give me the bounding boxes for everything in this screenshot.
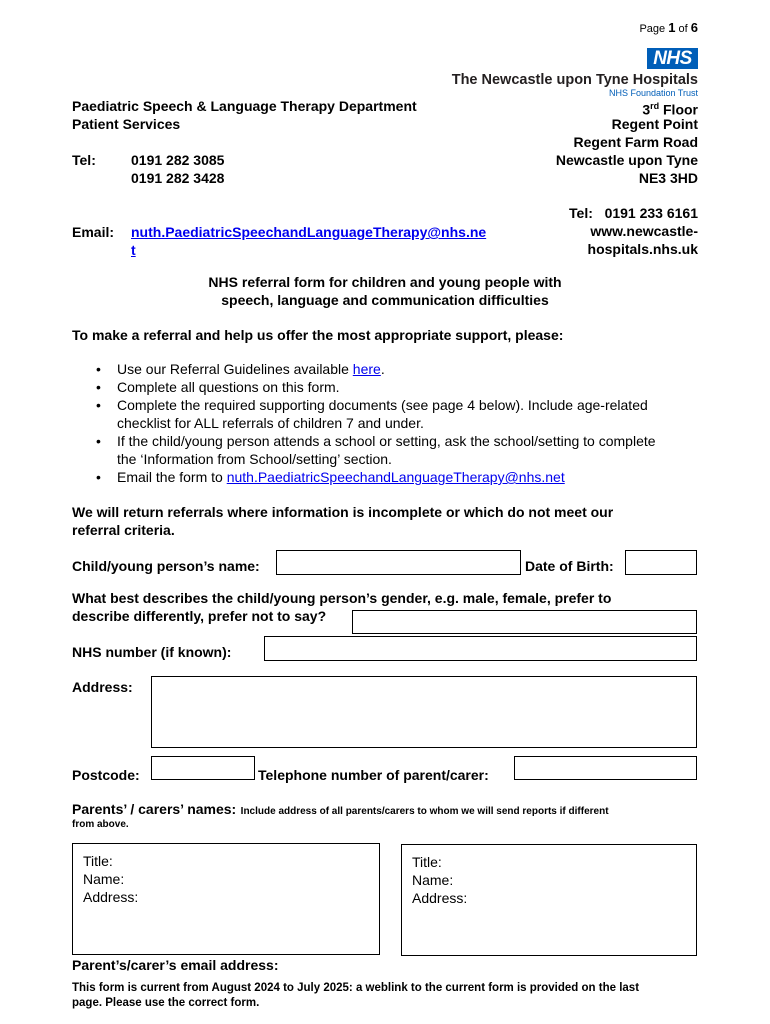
parent-2-name-label: Name: [412,872,454,888]
bullet-school-l2: the ‘Information from School/setting’ section. [117,451,392,467]
return-note-l2: referral criteria. [72,522,175,538]
bullet-guidelines [117,360,707,378]
parent-2-address-label: Address: [412,890,468,906]
bullet-glyph: • [96,469,101,485]
page-of: of [678,23,688,35]
bullet-guidelines-end: . [380,361,385,377]
address-line-5: NE3 3HD [638,170,698,186]
bullet-glyph: • [96,433,101,449]
address-label: Address: [72,679,133,695]
nhs-logo [647,48,698,69]
bullet-glyph: • [96,397,101,413]
parent-2-title-label: Title: [412,854,442,870]
postcode-label: Postcode: [72,767,140,783]
nhs-logo-text: NHS [653,48,692,69]
nhs-number-input[interactable] [264,636,697,661]
parents-note-l2: from above. [72,819,129,830]
child-name-input[interactable] [276,550,521,575]
address-tel: Tel: 0191 233 6161 [569,205,698,221]
email-label: Email: [72,224,115,240]
bullet-school-l1: If the child/young person attends a school or setting, ask the school/setting to complete [117,433,656,449]
dob-label: Date of Birth: [525,558,614,574]
return-note-l1: We will return referrals where information is incomplete or which do not meet our [72,504,614,520]
page-current: 1 [668,20,676,35]
parent-2-box[interactable] [401,844,697,956]
floor-number: 3 [642,101,651,118]
trust-name: The Newcastle upon Tyne Hospitals [451,72,698,88]
department-sub: Patient Services [72,116,181,132]
address-line-3: Regent Farm Road [573,134,698,150]
parent-1-box[interactable] [72,843,380,955]
bullet-glyph: • [96,361,101,377]
address-line-2: Regent Point [611,116,698,132]
form-title-line-1: NHS referral form for children and young people with [208,274,562,290]
bullet-complete-questions: Complete all questions on this form. [117,379,340,395]
page-prefix: Page [639,23,666,35]
department-name: Paediatric Speech & Language Therapy Department [72,98,417,114]
form-title-line-2: speech, language and communication difficulties [221,292,549,308]
bullet-guidelines-text: Use our Referral Guidelines available [117,361,353,377]
dob-input[interactable] [625,550,697,575]
parents-note: Include address of all parents/carers to whom we will send reports if different [240,806,609,817]
tel-number-2: 0191 282 3428 [131,170,225,186]
trust-foundation: NHS Foundation Trust [608,88,698,98]
bullet-email-form [117,468,707,486]
department-email-link-cont[interactable]: t [131,242,136,258]
tel-label: Tel: [72,152,96,168]
tel-number-1: 0191 282 3085 [131,152,225,168]
bullet-supporting-docs-l2: checklist for ALL referrals of children 7 and under. [117,415,424,431]
parents-label-line [72,801,712,820]
intro-text: To make a referral and help us offer the most appropriate support, please: [72,327,564,343]
website-line-1: www.newcastle- [590,223,698,239]
parent-1-name-label: Name: [83,871,125,887]
bullet-glyph: • [96,379,101,395]
gender-input[interactable] [352,610,697,634]
bullet-email-text: Email the form to [117,469,227,485]
page-number [639,20,698,35]
department-email-link[interactable]: nuth.PaediatricSpeechandLanguageTherapy@nhs.ne [131,224,487,240]
gender-question-l1: What best describes the child/young person’s gender, e.g. male, female, prefer to [72,590,612,606]
child-name-label: Child/young person’s name: [72,558,260,574]
parents-label: Parents’ / carers’ names: [72,801,237,817]
page-total: 6 [690,20,698,35]
website-line-2: hospitals.nhs.uk [587,241,698,257]
floor-word: Floor [663,101,698,118]
bullet-supporting-docs-l1: Complete the required supporting documents (see page 4 below). Include age-related [117,397,648,413]
parent-1-title-label: Title: [83,853,113,869]
guidelines-here-link[interactable]: here [352,361,381,377]
gender-question-l2: describe differently, prefer not to say? [72,608,327,624]
footer-note-l2: page. Please use the correct form. [72,997,260,1009]
address-line-4: Newcastle upon Tyne [555,152,698,168]
parent-phone-input[interactable] [514,756,697,780]
floor-suffix: rd [650,101,660,111]
parent-email-label: Parent’s/carer’s email address: [72,957,279,973]
parent-1-address-label: Address: [83,889,139,905]
address-input[interactable] [151,676,697,748]
nhs-number-label: NHS number (if known): [72,644,232,660]
referral-email-link[interactable]: nuth.PaediatricSpeechandLanguageTherapy@nhs.net [226,469,565,485]
footer-note-l1: This form is current from August 2024 to July 2025: a weblink to the current form is provided on the last [72,982,640,994]
postcode-input[interactable] [151,756,255,780]
parent-phone-label: Telephone number of parent/carer: [258,767,489,783]
